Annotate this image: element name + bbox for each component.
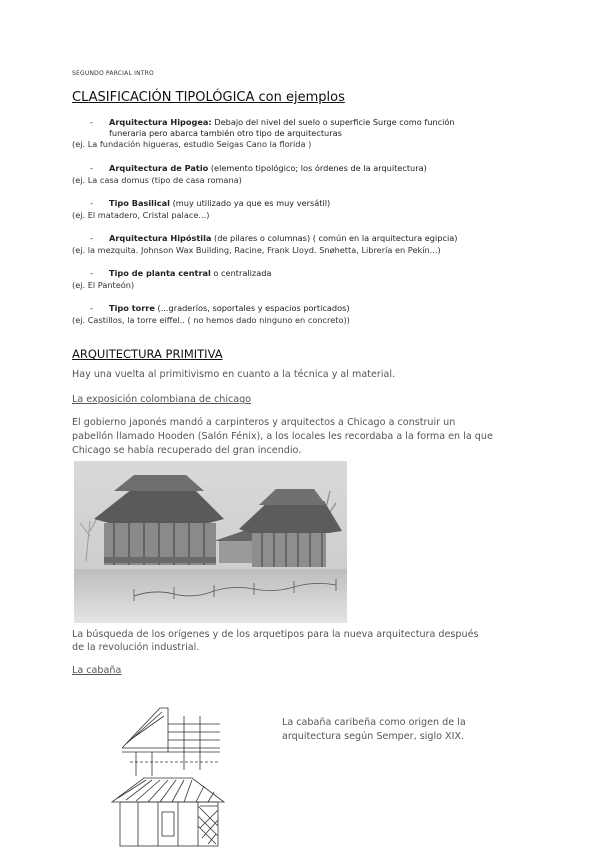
bullet: - [90,198,93,208]
term: Tipo de planta central [109,268,211,278]
caption-origins-line2: de la revolución industrial. [72,642,200,653]
term: Arquitectura Hipóstila [109,233,212,243]
section-title-primitiva: ARQUITECTURA PRIMITIVA [72,347,223,361]
term: Arquitectura de Patio [109,163,209,173]
example-patio: (ej. La casa domus (tipo de casa romana) [72,175,242,185]
hooden-pavilion-photo [74,461,347,623]
description: o centralizada [210,268,272,278]
caribbean-hut-sketch [108,706,230,848]
example-hipogea: (ej. La fundación higueras, estudio Seigas Cano la florida ) [72,139,312,149]
description: Debajo del nivel del suelo o superficie Surge como función [211,117,455,127]
description: (muy utilizado ya que es muy versátil) [169,198,331,208]
example-hipostila: (ej. la mezquita. Johnson Wax Building, Racine, Frank Lloyd. Snøhetta, Librería en Pekín...) [72,245,441,255]
caption-cabana-line2: arquitectura según Semper, siglo XIX. [282,731,465,742]
caption-cabana [282,716,466,744]
paragraph-chicago-line1: El gobierno japonés mandó a carpinteros y arquitectos a Chicago a construir un [72,417,456,428]
subheading-cabana: La cabaña [72,665,122,676]
description-continued: funeraria pero abarca también otro tipo de arquitecturas [109,128,342,138]
term: Tipo Basilical [109,198,170,208]
intro-paragraph: Hay una vuelta al primitivismo en cuanto a la técnica y al material. [72,369,396,380]
example-planta-central: (ej. El Panteón) [72,280,135,290]
paragraph-chicago-line3: Chicago se había recuperado del gran incendio. [72,445,302,456]
bullet: - [90,303,93,313]
caption-cabana-line1: La cabaña caribeña como origen de la [282,717,466,728]
paragraph-chicago-line2: pabellón llamado Hooden (Salón Fénix), a los locales les recordaba a la forma en la que [72,431,493,442]
term: Tipo torre [109,303,155,313]
caption-origins-line1: La búsqueda de los orígenes y de los arquetipos para la nueva arquitectura después [72,629,479,640]
description: (de pilares o columnas) ( común en la arquitectura egipcia) [211,233,458,243]
bullet: - [90,163,93,173]
section-title-typology: CLASIFICACIÓN TIPOLÓGICA con ejemplos [72,90,345,105]
example-basilical: (ej. El matadero, Cristal palace...) [72,210,210,220]
example-torre: (ej. Castillos, la torre eiffel.. ( no hemos dado ninguno en concreto)) [72,315,350,325]
term: Arquitectura Hipogea: [109,117,212,127]
bullet: - [90,117,93,127]
bullet: - [90,233,93,243]
subheading-chicago: La exposición colombiana de chicago [72,394,252,405]
bullet: - [90,268,93,278]
page-header: SEGUNDO PARCIAL INTRO [72,70,154,77]
description: (...graderíos, soportales y espacios porticados) [154,303,350,313]
description: (elemento tipológico; los órdenes de la arquitectura) [208,163,427,173]
